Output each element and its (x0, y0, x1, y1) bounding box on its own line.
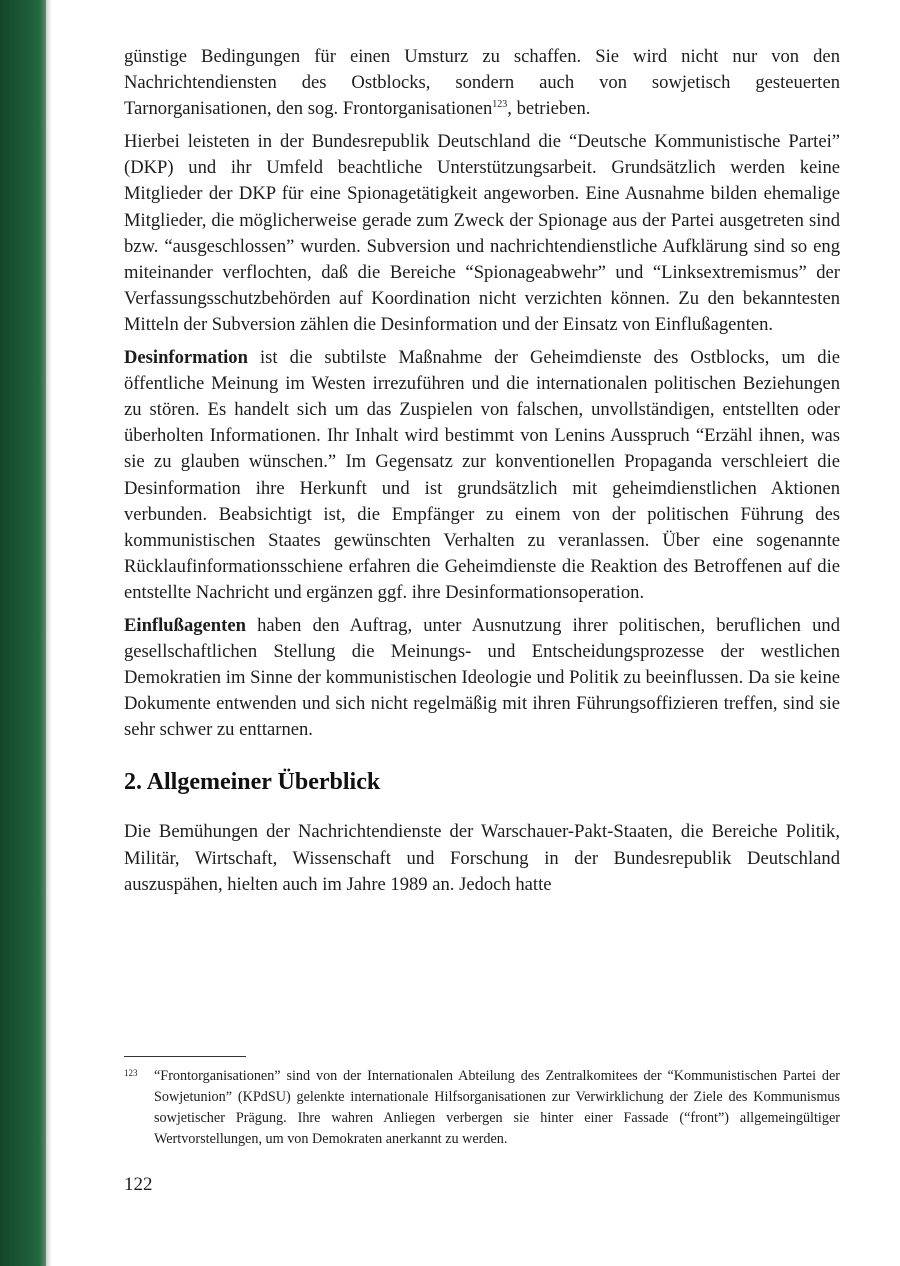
page-gutter (46, 0, 52, 1266)
book-spine-edge (0, 0, 46, 1266)
footnote-separator (124, 1056, 246, 1057)
paragraph-1-end: , betrieben. (507, 98, 591, 120)
footnote-text: “Frontorganisationen” sind von der Internationalen Abteilung des Zentralkomitees der “Kommunistischen Partei der Sowjetunion” (KPdSU) gelenkte internationale Hilfsorganisationen zur Verwirklichung der Ziele des Kommunismus sowjetischer Prägung. Ihre wahren Anliegen verbergen sie hinter einer Fassade (“front”) allgemeingültiger Wertvorstellungen, um von Demokraten anerkannt zu werden. (154, 1068, 840, 1147)
footnote-mark: 123 (124, 1068, 138, 1078)
paragraph-1-text: günstige Bedingungen für einen Umsturz zu schaffen. Sie wird nicht nur von den Nachrichtendiensten des Ostblocks, sondern auch von sowjetisch gesteuerten Tarnorganisationen, den sog. Frontorganisationen (124, 46, 840, 120)
footnote (124, 1066, 840, 1150)
page-body (124, 44, 840, 898)
paragraph-einflussagenten (124, 613, 840, 743)
term-einflussagenten: Einflußagenten (124, 614, 246, 636)
section-heading: 2. Allgemeiner Überblick (124, 769, 381, 796)
paragraph-desinformation-text: ist die subtilste Maßnahme der Geheimdienste des Ostblocks, um die öffentliche Meinung im Westen irrezuführen und die internationalen politischen Beziehungen zu stören. Es handelt sich um das Zuspielen von falschen, unvollständigen, entstellten oder überholten Informationen. Ihr Inhalt wird bestimmt von Lenins Ausspruch “Erzähl ihnen, was sie zu glauben wünschen.” Im Gegensatz zur konventionellen Propaganda verschleiert die Desinformation ihre Herkunft und ist grundsätzlich mit geheimdienstlichen Aktionen verbunden. Beabsichtigt ist, die Empfänger zu einem von der politischen Führung des kommunistischen Staates gewünschten Verhalten zu veranlassen. Über eine sogenannte Rücklaufinformationsschiene erfahren die Geheimdienste die Reaktion des Betroffenen auf die entstellte Nachricht und ergänzen ggf. ihre Desinformationsoperation. (124, 347, 840, 603)
paragraph-einflussagenten-text: haben den Auftrag, unter Ausnutzung ihrer politischen, beruflichen und gesellschaftlichen Stellung die Meinungs- und Entscheidungsprozesse der westlichen Demokratien im Sinne der kommunistischen Ideologie und Politik zu beeinflussen. Da sie keine Dokumente entwenden und sich nicht regelmäßig mit ihren Führungsoffizieren treffen, sind sie sehr schwer zu enttarnen. (124, 614, 840, 741)
paragraph-2: Hierbei leisteten in der Bundesrepublik Deutschland die “Deutsche Kommunistische Partei” (DKP) und ihr Umfeld beachtliche Unterstützungsarbeit. Grundsätzlich werden keine Mitglieder der DKP für eine Spionagetätigkeit angeworben. Eine Ausnahme bilden ehemalige Mitglieder, die möglicherweise gerade zum Zweck der Spionage aus der Partei ausgetreten sind bzw. “ausgeschlossen” wurden. Subversion und nachrichtendienstliche Aufklärung sind so eng miteinander verflochten, daß die Bereiche “Spionageabwehr” und “Linksextremismus” der Verfassungsschutzbehörden auf Koordination nicht verzichten können. Zu den bekanntesten Mitteln der Subversion zählen die Desinformation und der Einsatz von Einflußagenten. (124, 131, 840, 335)
paragraph-1 (124, 44, 840, 122)
page-number: 122 (124, 1174, 153, 1195)
paragraph-desinformation (124, 345, 840, 606)
paragraph-5: Die Bemühungen der Nachrichtendienste der Warschauer-Pakt-Staaten, die Bereiche Politik, Militär, Wirtschaft, Wissenschaft und Forschung in der Bundesrepublik Deutschland auszuspähen, hielten auch im Jahre 1989 an. Jedoch hatte (124, 821, 840, 895)
term-desinformation: Desinformation (124, 347, 248, 369)
footnote-reference: 123 (492, 99, 508, 110)
